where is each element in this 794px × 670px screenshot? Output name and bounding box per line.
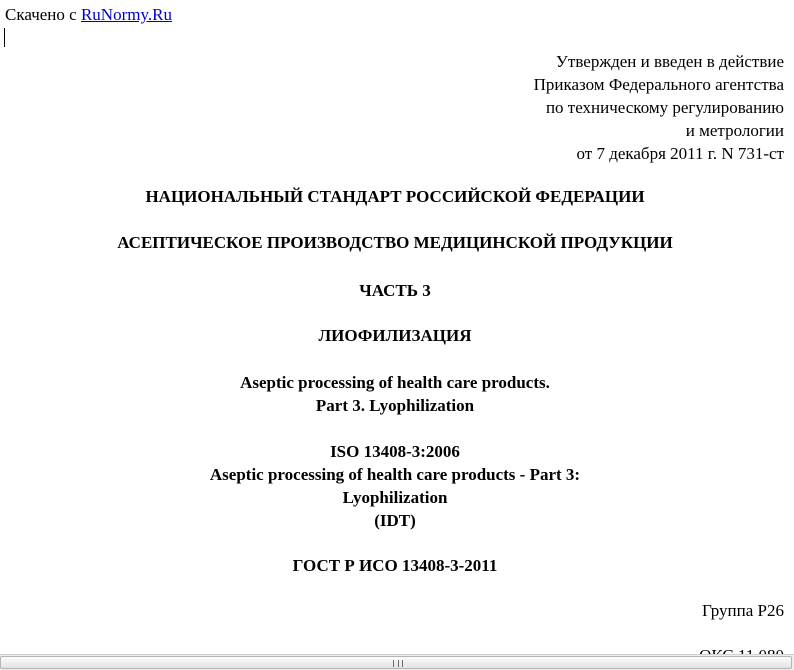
standard-heading: НАЦИОНАЛЬНЫЙ СТАНДАРТ РОССИЙСКОЙ ФЕДЕРАЦИИ: [145, 187, 645, 206]
english-title-line: Part 3. Lyophilization: [315, 396, 475, 415]
group-code: Группа Р26: [702, 601, 784, 620]
approval-line: Утвержден и введен в действие: [555, 52, 784, 71]
english-title-line: Aseptic processing of health care products.: [240, 373, 550, 392]
scrollbar-thumb[interactable]: [0, 656, 792, 669]
horizontal-scrollbar[interactable]: [0, 654, 794, 670]
iso-title-line: Lyophilization: [342, 488, 448, 507]
approval-line: по техническому регулированию: [545, 98, 784, 117]
standard-subpart: ЛИОФИЛИЗАЦИЯ: [318, 326, 472, 345]
iso-code: ISO 13408-3:2006: [330, 442, 460, 461]
iso-title-line: Aseptic processing of health care products - Part 3:: [209, 465, 581, 484]
runormy-link[interactable]: RuNormy.Ru: [80, 5, 172, 24]
english-title-block: [0, 371, 790, 417]
standard-part: ЧАСТЬ 3: [359, 281, 431, 300]
iso-block: [0, 440, 790, 532]
gost-code: ГОСТ Р ИСО 13408-3-2011: [292, 556, 498, 575]
approval-line: Приказом Федерального агентства: [533, 75, 784, 94]
download-prefix: Скачено с: [5, 5, 81, 24]
download-source-line: [5, 5, 172, 25]
approval-line: и метрологии: [685, 121, 784, 140]
grip-icon: [393, 660, 403, 667]
text-cursor: [4, 28, 5, 47]
approval-line: от 7 декабря 2011 г. N 731-ст: [576, 144, 784, 163]
approval-block: [534, 50, 784, 165]
iso-equivalence: (IDT): [374, 511, 416, 530]
standard-subject: АСЕПТИЧЕСКОЕ ПРОИЗВОДСТВО МЕДИЦИНСКОЙ ПРОДУКЦИИ: [117, 233, 673, 252]
